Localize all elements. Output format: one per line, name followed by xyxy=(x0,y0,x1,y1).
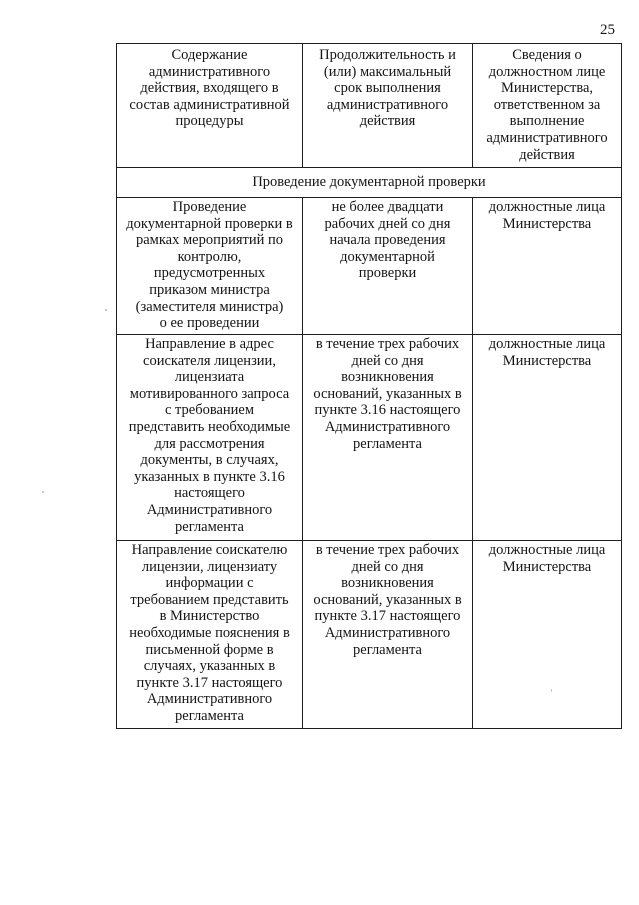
header-official-text: Сведения о должностном лице Министерства, ответственном за выполнение административного действия xyxy=(486,47,608,163)
header-cell-duration xyxy=(303,44,473,168)
row-official-text: должностные лица Министерства xyxy=(488,199,606,232)
row-content-text: Проведение документарной проверки в рамках мероприятий по контролю, предусмотренных приказом министра (заместителя министра) о ее проведении xyxy=(126,199,293,332)
procedure-table xyxy=(116,43,622,729)
row-duration-cell xyxy=(303,198,473,335)
scan-speck xyxy=(42,491,44,493)
header-cell-content xyxy=(117,44,303,168)
row-content-cell xyxy=(117,541,303,729)
row-content-text: Направление соискателю лицензии, лицензиату информации с требованием представить в Министерство необходимые пояснения в письменной форме в случаях, указанных в пункте 3.17 настоящего Административного регламента xyxy=(129,542,290,724)
row-official-cell xyxy=(473,198,622,335)
row-duration-cell xyxy=(303,335,473,541)
table-row xyxy=(117,198,622,335)
table-header-row xyxy=(117,44,622,168)
scan-speck xyxy=(105,309,107,311)
page-number: 25 xyxy=(600,22,615,38)
row-duration-text: в течение трех рабочих дней со дня возникновения оснований, указанных в пункте 3.16 настоящего Административного регламента xyxy=(313,336,462,452)
row-official-cell xyxy=(473,541,622,729)
section-row xyxy=(117,168,622,198)
row-duration-text: в течение трех рабочих дней со дня возникновения оснований, указанных в пункте 3.17 настоящего Административного регламента xyxy=(313,542,462,658)
row-duration-cell xyxy=(303,541,473,729)
row-content-text: Направление в адрес соискателя лицензии, лицензиата мотивированного запроса с требованием представить необходимые для рассмотрения документы, в случаях, указанных в пункте 3.16 настоящего Административного регламента xyxy=(128,336,291,535)
scan-speck xyxy=(551,689,552,692)
header-cell-official xyxy=(473,44,622,168)
row-content-cell xyxy=(117,198,303,335)
row-official-cell xyxy=(473,335,622,541)
table-row xyxy=(117,335,622,541)
table-row xyxy=(117,541,622,729)
row-official-text: должностные лица Министерства xyxy=(488,542,606,575)
row-duration-text: не более двадцати рабочих дней со дня начала проведения документарной проверки xyxy=(324,199,451,282)
row-official-text: должностные лица Министерства xyxy=(488,336,606,369)
header-duration-text: Продолжительность и (или) максимальный срок выполнения административного действия xyxy=(319,47,456,130)
section-title: Проведение документарной проверки xyxy=(252,174,486,191)
row-content-cell xyxy=(117,335,303,541)
header-content-text: Содержание административного действия, входящего в состав административной процедуры xyxy=(129,47,290,130)
section-title-cell xyxy=(117,168,622,198)
